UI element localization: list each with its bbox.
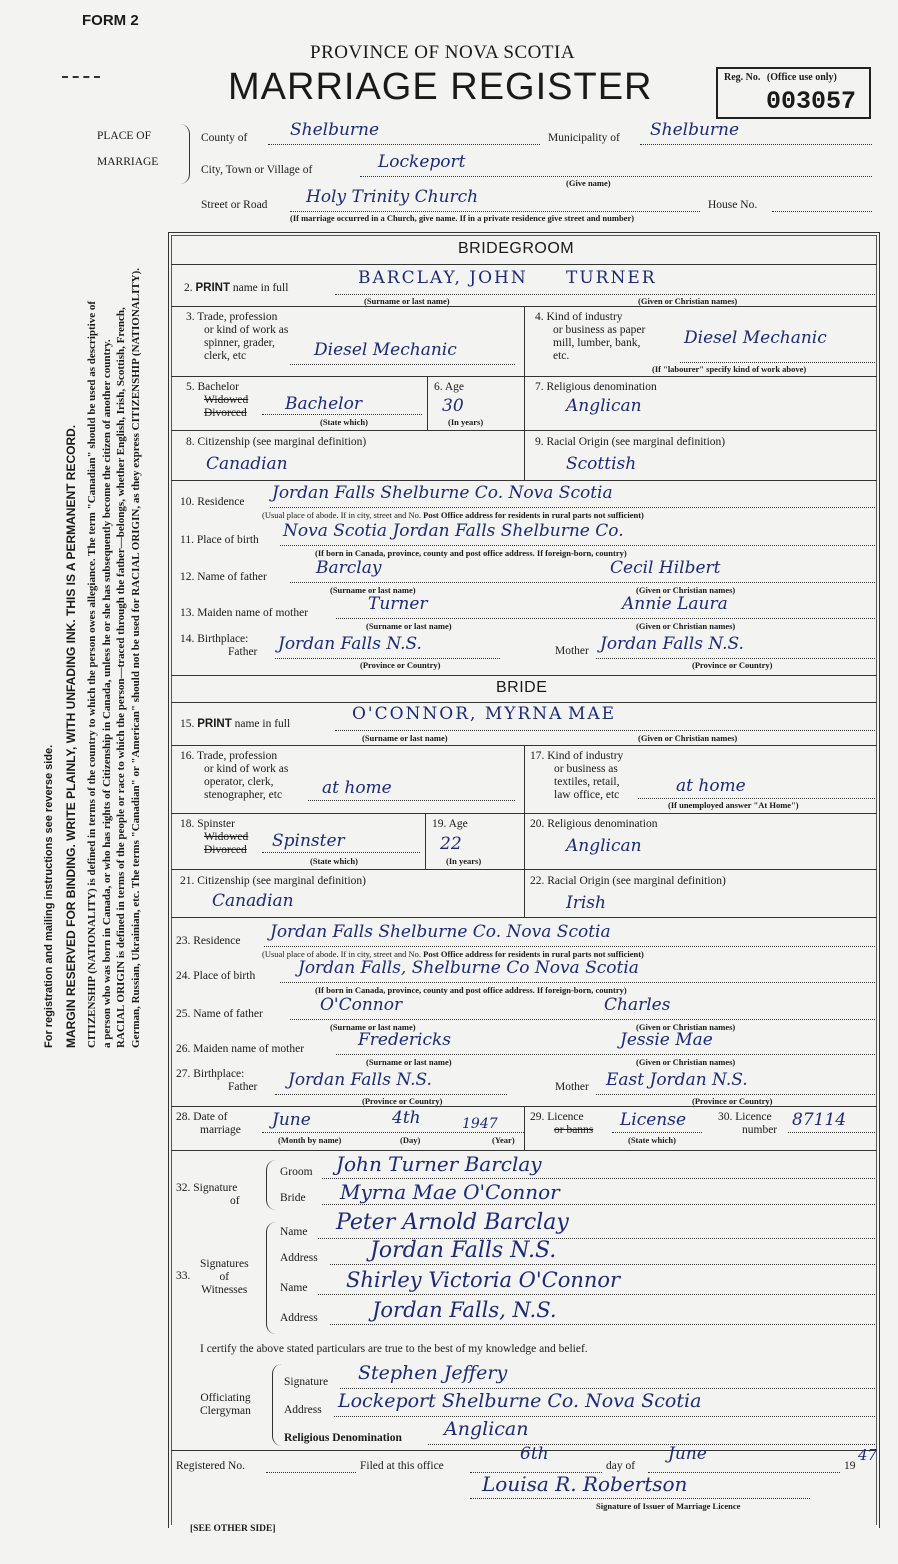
groom-father-bp-caption: (Province or Country) bbox=[360, 660, 441, 670]
margin-line-1: For registration and mailing instructions see reverse side. bbox=[43, 744, 55, 1048]
bride-father-surname-caption: (Surname or last name) bbox=[330, 1022, 416, 1032]
bride-residence: Jordan Falls Shelburne Co. Nova Scotia bbox=[270, 922, 611, 942]
issuer-signature: Louisa R. Robertson bbox=[482, 1472, 688, 1496]
clergy-signature-label: Signature bbox=[284, 1376, 329, 1388]
groom-birth-label: 11. Place of birth bbox=[180, 534, 259, 546]
groom-given: TURNER bbox=[566, 268, 657, 288]
groom-father-surname-caption: (Surname or last name) bbox=[330, 585, 416, 595]
groom-bp-label: 14. Birthplace: Father bbox=[180, 633, 258, 658]
licence-state-caption: (State which) bbox=[628, 1135, 676, 1145]
groom-mother-surname: Turner bbox=[368, 594, 428, 614]
groom-industry: Diesel Mechanic bbox=[684, 328, 827, 348]
issuer-caption: Signature of Issuer of Marriage Licence bbox=[596, 1501, 741, 1511]
see-other-side: [SEE OTHER SIDE] bbox=[190, 1524, 276, 1534]
bride-status: Spinster bbox=[272, 831, 345, 851]
groom-name-label: 2. PRINT name in full bbox=[184, 282, 289, 294]
bride-industry-label: 17. Kind of industry or business as textiles, retail, law office, etc bbox=[530, 750, 624, 801]
province-title: PROVINCE OF NOVA SCOTIA bbox=[310, 42, 576, 63]
bride-industry: at home bbox=[676, 776, 746, 796]
filed-day: 6th bbox=[520, 1444, 549, 1464]
form-number: FORM 2 bbox=[82, 12, 139, 29]
bride-residence-caption: (Usual place of abode. If in city, street and No. Post Office address for residents in rural parts not sufficient) bbox=[262, 949, 644, 959]
groom-mother-bp-caption: (Province or Country) bbox=[692, 660, 773, 670]
groom-industry-label: 4. Kind of industry or business as paper mill, lumber, bank, etc. bbox=[535, 311, 646, 362]
groom-residence-label: 10. Residence bbox=[180, 496, 245, 508]
filed-year-prefix: 19 bbox=[844, 1460, 856, 1472]
place-brace bbox=[178, 124, 190, 184]
groom-heading: BRIDEGROOM bbox=[458, 240, 575, 257]
groom-status: Bachelor bbox=[285, 394, 362, 414]
year-caption: (Year) bbox=[492, 1135, 515, 1145]
city-value: Lockeport bbox=[378, 152, 466, 172]
day-of-label: day of bbox=[606, 1460, 636, 1472]
place-side-label-1: PLACE OF bbox=[97, 130, 151, 142]
groom-mother-bp-label: Mother bbox=[555, 645, 589, 657]
groom-age-caption: (In years) bbox=[448, 417, 484, 427]
municipality-value: Shelburne bbox=[650, 120, 740, 140]
witness1-name: Peter Arnold Barclay bbox=[336, 1210, 569, 1235]
bride-racial-label: 22. Racial Origin (see marginal definition) bbox=[530, 875, 726, 887]
groom-mother-given-caption: (Given or Christian names) bbox=[636, 621, 736, 631]
street-label: Street or Road bbox=[201, 199, 268, 211]
groom-religion-label: 7. Religious denomination bbox=[535, 381, 657, 393]
groom-father-given: Cecil Hilbert bbox=[610, 558, 721, 578]
bride-mother-bp-label: Mother bbox=[555, 1081, 589, 1093]
groom-residence: Jordan Falls Shelburne Co. Nova Scotia bbox=[272, 483, 613, 503]
margin-line-4: a person who was born in Canada, or who has rights of Citizenship in Canada, unless he or she has subsequently become the citizen of another country. bbox=[100, 339, 113, 1048]
bride-religion-label: 20. Religious denomination bbox=[530, 818, 658, 830]
licence-number: 87114 bbox=[792, 1110, 847, 1130]
bride-birth: Jordan Falls, Shelburne Co Nova Scotia bbox=[298, 958, 639, 978]
bride-age-caption: (In years) bbox=[446, 856, 482, 866]
clergy-signature: Stephen Jeffery bbox=[358, 1362, 508, 1384]
bride-citizenship: Canadian bbox=[212, 891, 294, 911]
licence-value: License bbox=[620, 1110, 687, 1130]
bride-father-label: 25. Name of father bbox=[176, 1008, 263, 1020]
bride-father-bp-caption: (Province or Country) bbox=[362, 1096, 443, 1106]
groom-given-caption: (Given or Christian names) bbox=[638, 296, 738, 306]
bride-heading: BRIDE bbox=[496, 679, 548, 696]
groom-signature: John Turner Barclay bbox=[336, 1152, 542, 1176]
bride-mother-bp: East Jordan N.S. bbox=[606, 1070, 748, 1090]
street-value: Holy Trinity Church bbox=[306, 187, 479, 207]
bride-age-label: 19. Age bbox=[432, 818, 468, 830]
clergy-address-label: Address bbox=[284, 1404, 322, 1416]
margin-line-2: MARGIN RESERVED FOR BINDING. WRITE PLAINLY, WITH UNFADING INK. THIS IS A PERMANENT RECORD. bbox=[63, 424, 78, 1048]
bride-surname: O'CONNOR, MYRNA bbox=[352, 704, 564, 724]
bride-bp-label: 27. Birthplace: Father bbox=[176, 1068, 258, 1093]
clergy-religion-label: Religious Denomination bbox=[284, 1432, 402, 1444]
bride-racial: Irish bbox=[566, 893, 606, 913]
margin-line-5: RACIAL ORIGIN is defined in terms of the people or race to which the person—traced through the father—belongs, whether English, Irish, Scottish, French, bbox=[115, 307, 127, 1048]
groom-residence-caption: (Usual place of abode. If in city, street and No. Post Office address for residents in rural parts not sufficient) bbox=[262, 510, 644, 520]
bride-age: 22 bbox=[440, 834, 462, 854]
witness1-address-label: Address bbox=[280, 1252, 318, 1264]
street-caption: (If marriage occurred in a Church, give name. If in a private residence give street and number) bbox=[290, 213, 635, 223]
signature-brace bbox=[266, 1160, 276, 1210]
office-use-label: (Office use only) bbox=[766, 72, 837, 83]
clergy-religion: Anglican bbox=[444, 1418, 529, 1440]
bride-mother-given: Jessie Mae bbox=[620, 1030, 713, 1050]
registered-label: Registered No. bbox=[176, 1460, 245, 1472]
clergy-address: Lockeport Shelburne Co. Nova Scotia bbox=[338, 1390, 702, 1412]
margin-instructions bbox=[42, 268, 143, 1048]
groom-father-given-caption: (Given or Christian names) bbox=[636, 585, 736, 595]
certify-statement: I certify the above stated particulars are true to the best of my knowledge and belief. bbox=[200, 1343, 588, 1355]
bride-mother-bp-caption: (Province or Country) bbox=[692, 1096, 773, 1106]
bride-signature: Myrna Mae O'Connor bbox=[340, 1180, 560, 1204]
licence-label: 29. Licence or banns bbox=[530, 1111, 594, 1136]
groom-mother-surname-caption: (Surname or last name) bbox=[366, 621, 452, 631]
marriage-year: 1947 bbox=[462, 1116, 498, 1132]
witness1-name-label: Name bbox=[280, 1226, 308, 1238]
marriage-day: 4th bbox=[392, 1108, 421, 1128]
house-label: House No. bbox=[708, 199, 758, 211]
clergy-brace bbox=[272, 1364, 282, 1446]
bride-status-caption: (State which) bbox=[310, 856, 358, 866]
margin-line-3: CITIZENSHIP (NATIONALITY) is defined in terms of the country to which the person owes allegiance. The term "Canadian" should be used as descriptive of bbox=[86, 300, 98, 1048]
groom-racial-label: 9. Racial Origin (see marginal definition) bbox=[535, 436, 726, 448]
bride-trade-label: 16. Trade, profession or kind of work as operator, clerk, stenographer, etc bbox=[180, 750, 289, 801]
bride-religion: Anglican bbox=[566, 836, 642, 856]
margin-line-6: German, Russian, Ukrainian, etc. The terms "Canadian" or "American" should not be used for RACIAL ORIGIN, as they express CITIZENSHIP (NATIONALITY). bbox=[129, 267, 142, 1048]
bride-citizenship-label: 21. Citizenship (see marginal definition) bbox=[180, 875, 366, 887]
groom-surname: BARCLAY, JOHN bbox=[358, 268, 528, 288]
county-label: County of bbox=[201, 132, 248, 144]
filed-label: Filed at this office bbox=[360, 1460, 444, 1472]
witness-brace bbox=[266, 1222, 276, 1334]
bride-name-label: 15. PRINT name in full bbox=[180, 718, 291, 730]
groom-mother-bp: Jordan Falls N.S. bbox=[600, 634, 744, 654]
groom-industry-caption: (If "labourer" specify kind of work above) bbox=[652, 364, 807, 374]
groom-birth-caption: (If born in Canada, province, county and post office address. If foreign-born, country) bbox=[315, 548, 627, 558]
month-caption: (Month by name) bbox=[278, 1135, 342, 1145]
groom-religion: Anglican bbox=[566, 396, 642, 416]
witness1-address: Jordan Falls N.S. bbox=[370, 1238, 557, 1263]
bride-given: MAE bbox=[568, 704, 617, 724]
bride-mother-label: 26. Maiden name of mother bbox=[176, 1043, 305, 1055]
place-side-label-2: MARRIAGE bbox=[97, 156, 159, 168]
bride-residence-label: 23. Residence bbox=[176, 935, 241, 947]
bride-surname-caption: (Surname or last name) bbox=[362, 733, 448, 743]
bride-birth-label: 24. Place of birth bbox=[176, 970, 256, 982]
municipality-label: Municipality of bbox=[548, 132, 620, 144]
bride-father-surname: O'Connor bbox=[320, 995, 403, 1015]
groom-father-bp: Jordan Falls N.S. bbox=[278, 634, 422, 654]
date-label: 28. Date of marriage bbox=[176, 1111, 241, 1136]
bride-sig-label: Bride bbox=[280, 1192, 306, 1204]
signature-of-label: 32. Signature of bbox=[176, 1182, 240, 1207]
bride-father-given-caption: (Given or Christian names) bbox=[636, 1022, 736, 1032]
groom-status-caption: (State which) bbox=[320, 417, 368, 427]
marriage-month: June bbox=[272, 1110, 311, 1130]
groom-citizenship-label: 8. Citizenship (see marginal definition) bbox=[186, 436, 367, 448]
filed-month: June bbox=[668, 1444, 707, 1464]
clergy-label: Officiating Clergyman bbox=[200, 1392, 251, 1417]
groom-trade: Diesel Mechanic bbox=[314, 340, 457, 360]
bride-trade: at home bbox=[322, 778, 392, 798]
groom-citizenship: Canadian bbox=[206, 454, 288, 474]
witness2-name: Shirley Victoria O'Connor bbox=[346, 1268, 621, 1292]
county-value: Shelburne bbox=[290, 120, 380, 140]
witness2-name-label: Name bbox=[280, 1282, 308, 1294]
witnesses-label: Signatures of Witnesses bbox=[200, 1258, 249, 1296]
page-title: MARRIAGE REGISTER bbox=[228, 66, 653, 108]
witness2-address: Jordan Falls, N.S. bbox=[372, 1298, 557, 1322]
bride-father-given: Charles bbox=[604, 995, 671, 1015]
reg-label: Reg. No. bbox=[724, 72, 761, 83]
groom-sig-label: Groom bbox=[280, 1166, 313, 1178]
bride-mother-surname: Fredericks bbox=[358, 1030, 452, 1050]
licence-number-label: 30. Licence number bbox=[718, 1111, 778, 1136]
bride-mother-given-caption: (Given or Christian names) bbox=[636, 1057, 736, 1067]
bride-mother-surname-caption: (Surname or last name) bbox=[366, 1057, 452, 1067]
bride-status-label: 18. Spinster Widowed Divorced bbox=[180, 818, 249, 856]
give-name-caption: (Give name) bbox=[566, 178, 611, 188]
reg-number: 003057 bbox=[766, 87, 857, 116]
groom-birth: Nova Scotia Jordan Falls Shelburne Co. bbox=[283, 521, 624, 541]
day-caption: (Day) bbox=[400, 1135, 421, 1145]
witnesses-num: 33. bbox=[176, 1270, 191, 1282]
city-label: City, Town or Village of bbox=[201, 164, 313, 176]
bride-birth-caption: (If born in Canada, province, county and post office address. If foreign-born, country) bbox=[315, 985, 627, 995]
groom-father-label: 12. Name of father bbox=[180, 571, 267, 583]
groom-trade-label: 3. Trade, profession or kind of work as spinner, grader, clerk, etc bbox=[186, 311, 289, 362]
groom-surname-caption: (Surname or last name) bbox=[364, 296, 450, 306]
groom-father-surname: Barclay bbox=[316, 558, 382, 578]
groom-mother-given: Annie Laura bbox=[622, 594, 728, 614]
groom-age: 30 bbox=[442, 396, 464, 416]
bride-industry-caption: (If unemployed answer "At Home") bbox=[668, 800, 799, 810]
margin-dash bbox=[62, 76, 100, 78]
groom-status-label: 5. Bachelor Widowed Divorced bbox=[186, 381, 249, 419]
bride-father-bp: Jordan Falls N.S. bbox=[288, 1070, 432, 1090]
witness2-address-label: Address bbox=[280, 1312, 318, 1324]
filed-year: 47 bbox=[858, 1446, 878, 1464]
reg-box bbox=[716, 67, 871, 119]
groom-mother-label: 13. Maiden name of mother bbox=[180, 607, 309, 619]
groom-age-label: 6. Age bbox=[434, 381, 465, 393]
groom-racial: Scottish bbox=[566, 454, 637, 474]
bride-given-caption: (Given or Christian names) bbox=[638, 733, 738, 743]
